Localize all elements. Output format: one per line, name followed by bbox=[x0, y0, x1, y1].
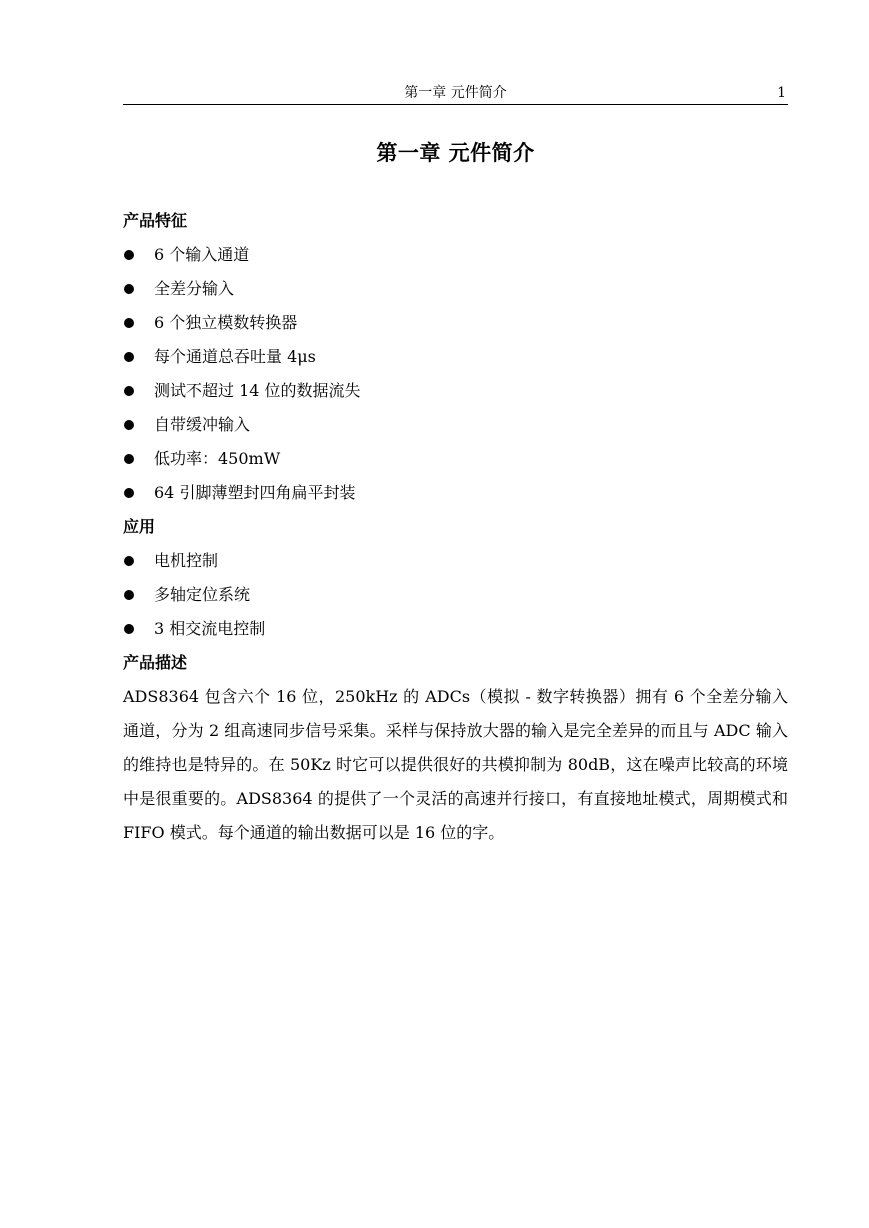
list-item-text: 全差分输入 bbox=[154, 279, 235, 298]
list-item bbox=[123, 408, 788, 442]
features-list bbox=[123, 238, 788, 510]
list-item bbox=[123, 272, 788, 306]
list-item-text: 低功率：450mW bbox=[154, 449, 281, 468]
bullet-icon bbox=[124, 590, 134, 600]
list-item bbox=[123, 374, 788, 408]
features-heading: 产品特征 bbox=[123, 211, 188, 230]
list-item-text: 6 个输入通道 bbox=[154, 245, 250, 264]
applications-heading: 应用 bbox=[123, 517, 156, 536]
page-number: 1 bbox=[777, 85, 786, 101]
list-item-text: 测试不超过 14 位的数据流失 bbox=[154, 381, 361, 400]
list-item bbox=[123, 476, 788, 510]
list-item-text: 多轴定位系统 bbox=[154, 585, 251, 604]
list-item bbox=[123, 612, 788, 646]
list-item bbox=[123, 306, 788, 340]
bullet-icon bbox=[124, 386, 134, 396]
bullet-icon bbox=[124, 284, 134, 294]
description-heading: 产品描述 bbox=[123, 653, 188, 672]
list-item-text: 电机控制 bbox=[154, 551, 219, 570]
list-item-text: 自带缓冲输入 bbox=[154, 415, 251, 434]
list-item bbox=[123, 544, 788, 578]
bullet-icon bbox=[124, 318, 134, 328]
list-item-text: 6 个独立模数转换器 bbox=[154, 313, 298, 332]
list-item-text: 64 引脚薄塑封四角扁平封装 bbox=[154, 483, 356, 502]
bullet-icon bbox=[124, 454, 134, 464]
list-item bbox=[123, 578, 788, 612]
bullet-icon bbox=[124, 488, 134, 498]
applications-list bbox=[123, 544, 788, 646]
running-header bbox=[123, 84, 788, 105]
list-item bbox=[123, 238, 788, 272]
description-paragraph: ADS8364 包含六个 16 位，250kHz 的 ADCs（模拟 - 数字转换器）拥有 6 个全差分输入通道，分为 2 组高速同步信号采集。采样与保持放大器的输入是完全差异的而且与 ADC 输入的维持也是特异的。在 50Kz 时它可以提供很好的共模抑制为 80dB，这在噪声比较高的环境中是很重要的。ADS8364 的提供了一个灵活的高速并行接口，有直接地址模式，周期模式和 FIFO 模式。每个通道的输出数据可以是 16 位的字。 bbox=[123, 687, 788, 842]
running-header-title: 第一章 元件简介 bbox=[404, 85, 507, 101]
list-item-text: 3 相交流电控制 bbox=[154, 619, 266, 638]
list-item bbox=[123, 340, 788, 374]
bullet-icon bbox=[124, 250, 134, 260]
document-body bbox=[123, 204, 788, 850]
list-item bbox=[123, 442, 788, 476]
bullet-icon bbox=[124, 624, 134, 634]
bullet-icon bbox=[124, 556, 134, 566]
bullet-icon bbox=[124, 420, 134, 430]
bullet-icon bbox=[124, 352, 134, 362]
list-item-text: 每个通道总吞吐量 4μs bbox=[154, 347, 316, 366]
chapter-title: 第一章 元件简介 bbox=[376, 140, 535, 165]
